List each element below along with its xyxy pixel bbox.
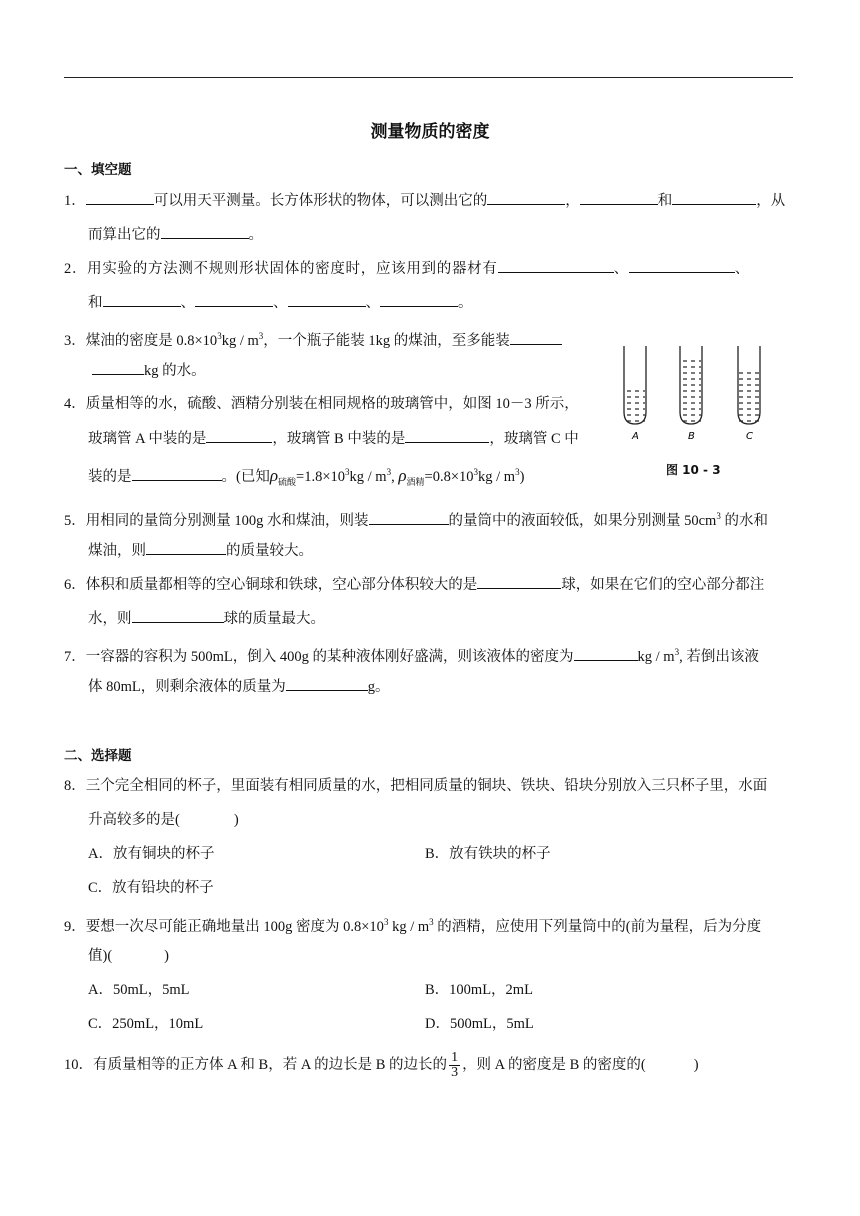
blank[interactable] xyxy=(206,428,272,443)
question-9-line-2: 值)( ) xyxy=(88,948,170,964)
question-4-line-2: 玻璃管 A 中装的是 ，玻璃管 B 中装的是 ，玻璃管 C 中 xyxy=(88,428,579,449)
question-2-line-2: 和 、 、 、 。 xyxy=(88,292,473,313)
blank[interactable] xyxy=(132,608,224,623)
blank[interactable] xyxy=(380,292,458,307)
blank[interactable] xyxy=(487,190,565,205)
blank[interactable] xyxy=(132,466,222,481)
blank[interactable] xyxy=(288,292,366,307)
question-8-option-c[interactable]: C．放有铅块的杯子 xyxy=(88,880,214,896)
blank[interactable] xyxy=(286,676,368,691)
test-tubes-figure xyxy=(610,340,790,480)
question-6-line-2: 水，则 球的质量最大。 xyxy=(88,608,325,629)
question-1-line-1: 1． 可以用天平测量。长方体形状的物体，可以测出它的 ， 和 ，从 xyxy=(64,190,785,211)
tube-a-label: A xyxy=(632,431,639,442)
question-9-option-a[interactable]: A．50mL，5mL xyxy=(88,982,190,998)
question-3-line-2: kg 的水。 xyxy=(92,360,206,381)
question-5-line-1: 5．用相同的量筒分别测量 100g 水和煤油，则装 的量筒中的液面较低，如果分别测量 $50cm^3$ 的水和 xyxy=(64,511,768,529)
blank[interactable] xyxy=(195,292,273,307)
question-9-option-b[interactable]: B．100mL，2mL xyxy=(425,982,533,998)
question-3-line-1: 3．煤油的密度是 $0.8\times 10^3kg / m^3$，一个瓶子能装 1kg 的煤油，至多能装 xyxy=(64,326,562,351)
question-6-line-1: 6．体积和质量都相等的空心铜球和铁球，空心部分体积较大的是 球，如果在它们的空心部分都注 xyxy=(64,574,764,595)
tube-b-label: B xyxy=(688,431,695,442)
question-9-option-d[interactable]: D．500mL，5mL xyxy=(425,1016,534,1032)
blank[interactable] xyxy=(510,330,562,345)
blank[interactable] xyxy=(369,510,449,525)
section-heading-fill-blank: 一、填空题 xyxy=(64,162,132,178)
question-1-line-2: 而算出它的 。 xyxy=(88,224,263,245)
question-7-line-1: 7．一容器的容积为 500mL，倒入 400g 的某种液体刚好盛满，则该液体的密度为 kg / $m^3$, 若倒出该液 xyxy=(64,647,759,665)
question-8-line-1: 8．三个完全相同的杯子，里面装有相同质量的水，把相同质量的铜块、铁块、铅块分别放入三只杯子里，水面 xyxy=(64,778,768,794)
page-title: 测量物质的密度 xyxy=(370,122,490,142)
question-2-line-1: 2．用实验的方法测不规则形状固体的密度时，应该用到的器材有 、 、 xyxy=(64,258,750,279)
question-9-option-c[interactable]: C．250mL，10mL xyxy=(88,1016,204,1032)
question-8-option-a[interactable]: A．放有铜块的杯子 xyxy=(88,846,215,862)
question-10-line-1: 10．有质量相等的正方体 A 和 B，若 A 的边长是 B 的边长的 $\frac{1}{3}$ ，则 A 的密度是 B 的密度的( ) xyxy=(64,1050,699,1080)
question-8-line-2: 升高较多的是( ) xyxy=(88,812,239,828)
blank[interactable] xyxy=(629,258,735,273)
blank[interactable] xyxy=(86,190,154,205)
header-rule xyxy=(64,77,793,78)
blank[interactable] xyxy=(498,258,614,273)
blank[interactable] xyxy=(146,540,226,555)
question-8-option-b[interactable]: B．放有铁块的杯子 xyxy=(425,846,551,862)
tube-c xyxy=(738,346,760,424)
question-5-line-2: 煤油，则 的质量较大。 xyxy=(88,540,313,561)
question-7-line-2: 体 80mL，则剩余液体的质量为 g。 xyxy=(88,676,390,697)
blank[interactable] xyxy=(405,428,489,443)
tube-a xyxy=(624,346,646,424)
blank[interactable] xyxy=(580,190,658,205)
figure-caption: 图 10 - 3 xyxy=(666,463,721,477)
question-4-line-1: 4．质量相等的水，硫酸、酒精分别装在相同规格的玻璃管中，如图 10－3 所示， xyxy=(64,396,579,412)
tube-b xyxy=(680,346,702,424)
blank[interactable] xyxy=(103,292,181,307)
question-9-line-1: 9．要想一次尽可能正确地量出 100g 密度为 $0.8\times 10^3$ kg / $m^3$ 的酒精，应使用下列量筒中的(前为量程，后为分度 xyxy=(64,917,762,935)
blank[interactable] xyxy=(161,224,249,239)
blank[interactable] xyxy=(92,360,144,375)
blank[interactable] xyxy=(672,190,756,205)
fraction-one-third: $\frac{1}{3}$ xyxy=(451,1050,459,1080)
blank[interactable] xyxy=(574,646,638,661)
question-4-line-3: 装的是 。(已知$\rho_{硫酸}=1.8\times 10^3kg / m^3$, $\rho_{酒精}=0.8\times 10^3kg / m^3$) xyxy=(88,466,525,487)
tube-c-label: C xyxy=(746,431,753,442)
section-heading-multiple-choice: 二、选择题 xyxy=(64,748,132,764)
blank[interactable] xyxy=(477,574,561,589)
